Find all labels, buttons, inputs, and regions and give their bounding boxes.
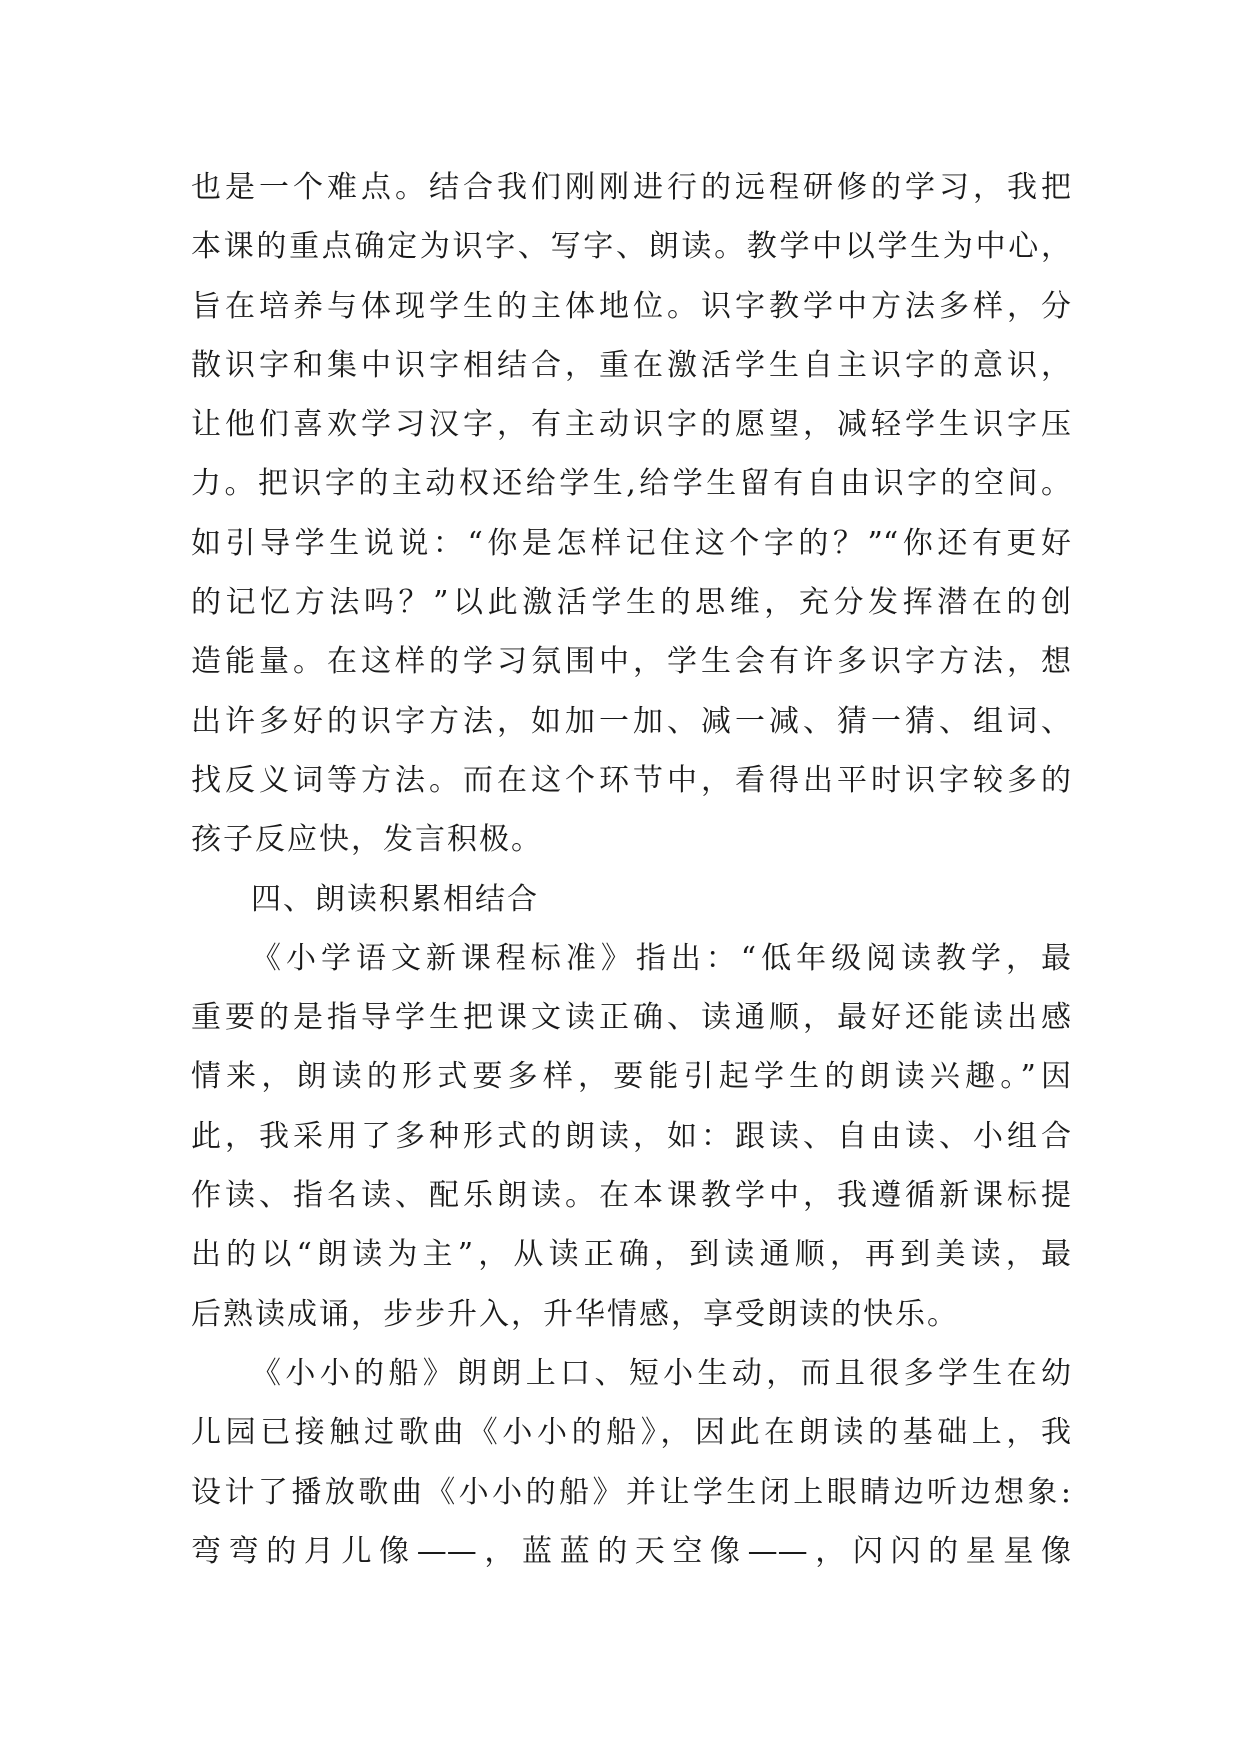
body-text — [191, 158, 1071, 1581]
text-line: 出许多好的识字方法，如加一加、减一减、猜一猜、组词、 — [191, 703, 1071, 739]
text-line: 造能量。在这样的学习氛围中，学生会有许多识字方法，想 — [191, 644, 1071, 680]
text-line: 情来，朗读的形式要多样，要能引起学生的朗读兴趣。”因 — [191, 1059, 1071, 1095]
text-line: 出的以“朗读为主”，从读正确，到读通顺，再到美读，最 — [191, 1237, 1071, 1273]
text-line: 作读、指名读、配乐朗读。在本课教学中，我遵循新课标提 — [191, 1178, 1071, 1214]
text-line: 旨在培养与体现学生的主体地位。识字教学中方法多样，分 — [191, 288, 1071, 324]
text-line: 的记忆方法吗？”以此激活学生的思维，充分发挥潜在的创 — [191, 585, 1071, 621]
text-line: 后熟读成诵，步步升入，升华情感，享受朗读的快乐。 — [191, 1296, 959, 1332]
text-line: 设计了播放歌曲《小小的船》并让学生闭上眼睛边听边想象: — [191, 1474, 1071, 1510]
section-heading — [191, 870, 1071, 929]
text-line: 也是一个难点。结合我们刚刚进行的远程研修的学习，我把 — [191, 170, 1071, 205]
text-line: 本课的重点确定为识字、写字、朗读。教学中以学生为中心， — [191, 229, 1071, 265]
text-line: 《小学语文新课程标准》指出：“低年级阅读教学，最 — [251, 940, 1071, 976]
text-line: 弯弯的月儿像——，蓝蓝的天空像——，闪闪的星星像 — [191, 1533, 1071, 1569]
text-line: 找反义词等方法。而在这个环节中，看得出平时识字较多的 — [191, 762, 1071, 798]
heading-line: 四、朗读积累相结合 — [251, 881, 539, 917]
text-line: 如引导学生说说：“你是怎样记住这个字的？”“你还有更好 — [191, 525, 1071, 561]
text-line: 此，我采用了多种形式的朗读，如：跟读、自由读、小组合 — [191, 1118, 1071, 1154]
text-line: 让他们喜欢学习汉字，有主动识字的愿望，减轻学生识字压 — [191, 407, 1071, 443]
text-line: 力。把识字的主动权还给学生,给学生留有自由识字的空间。 — [191, 466, 1071, 502]
text-line: 孩子反应快，发言积极。 — [191, 822, 543, 858]
text-line: 《小小的船》朗朗上口、短小生动，而且很多学生在幼 — [251, 1355, 1071, 1391]
text-line: 儿园已接触过歌曲《小小的船》，因此在朗读的基础上，我 — [191, 1415, 1071, 1451]
paragraph — [191, 158, 1071, 870]
text-line: 散识字和集中识字相结合，重在激活学生自主识字的意识， — [191, 347, 1071, 383]
paragraph — [191, 1344, 1071, 1581]
paragraph — [191, 929, 1071, 1344]
text-line: 重要的是指导学生把课文读正确、读通顺，最好还能读出感 — [191, 1000, 1071, 1036]
